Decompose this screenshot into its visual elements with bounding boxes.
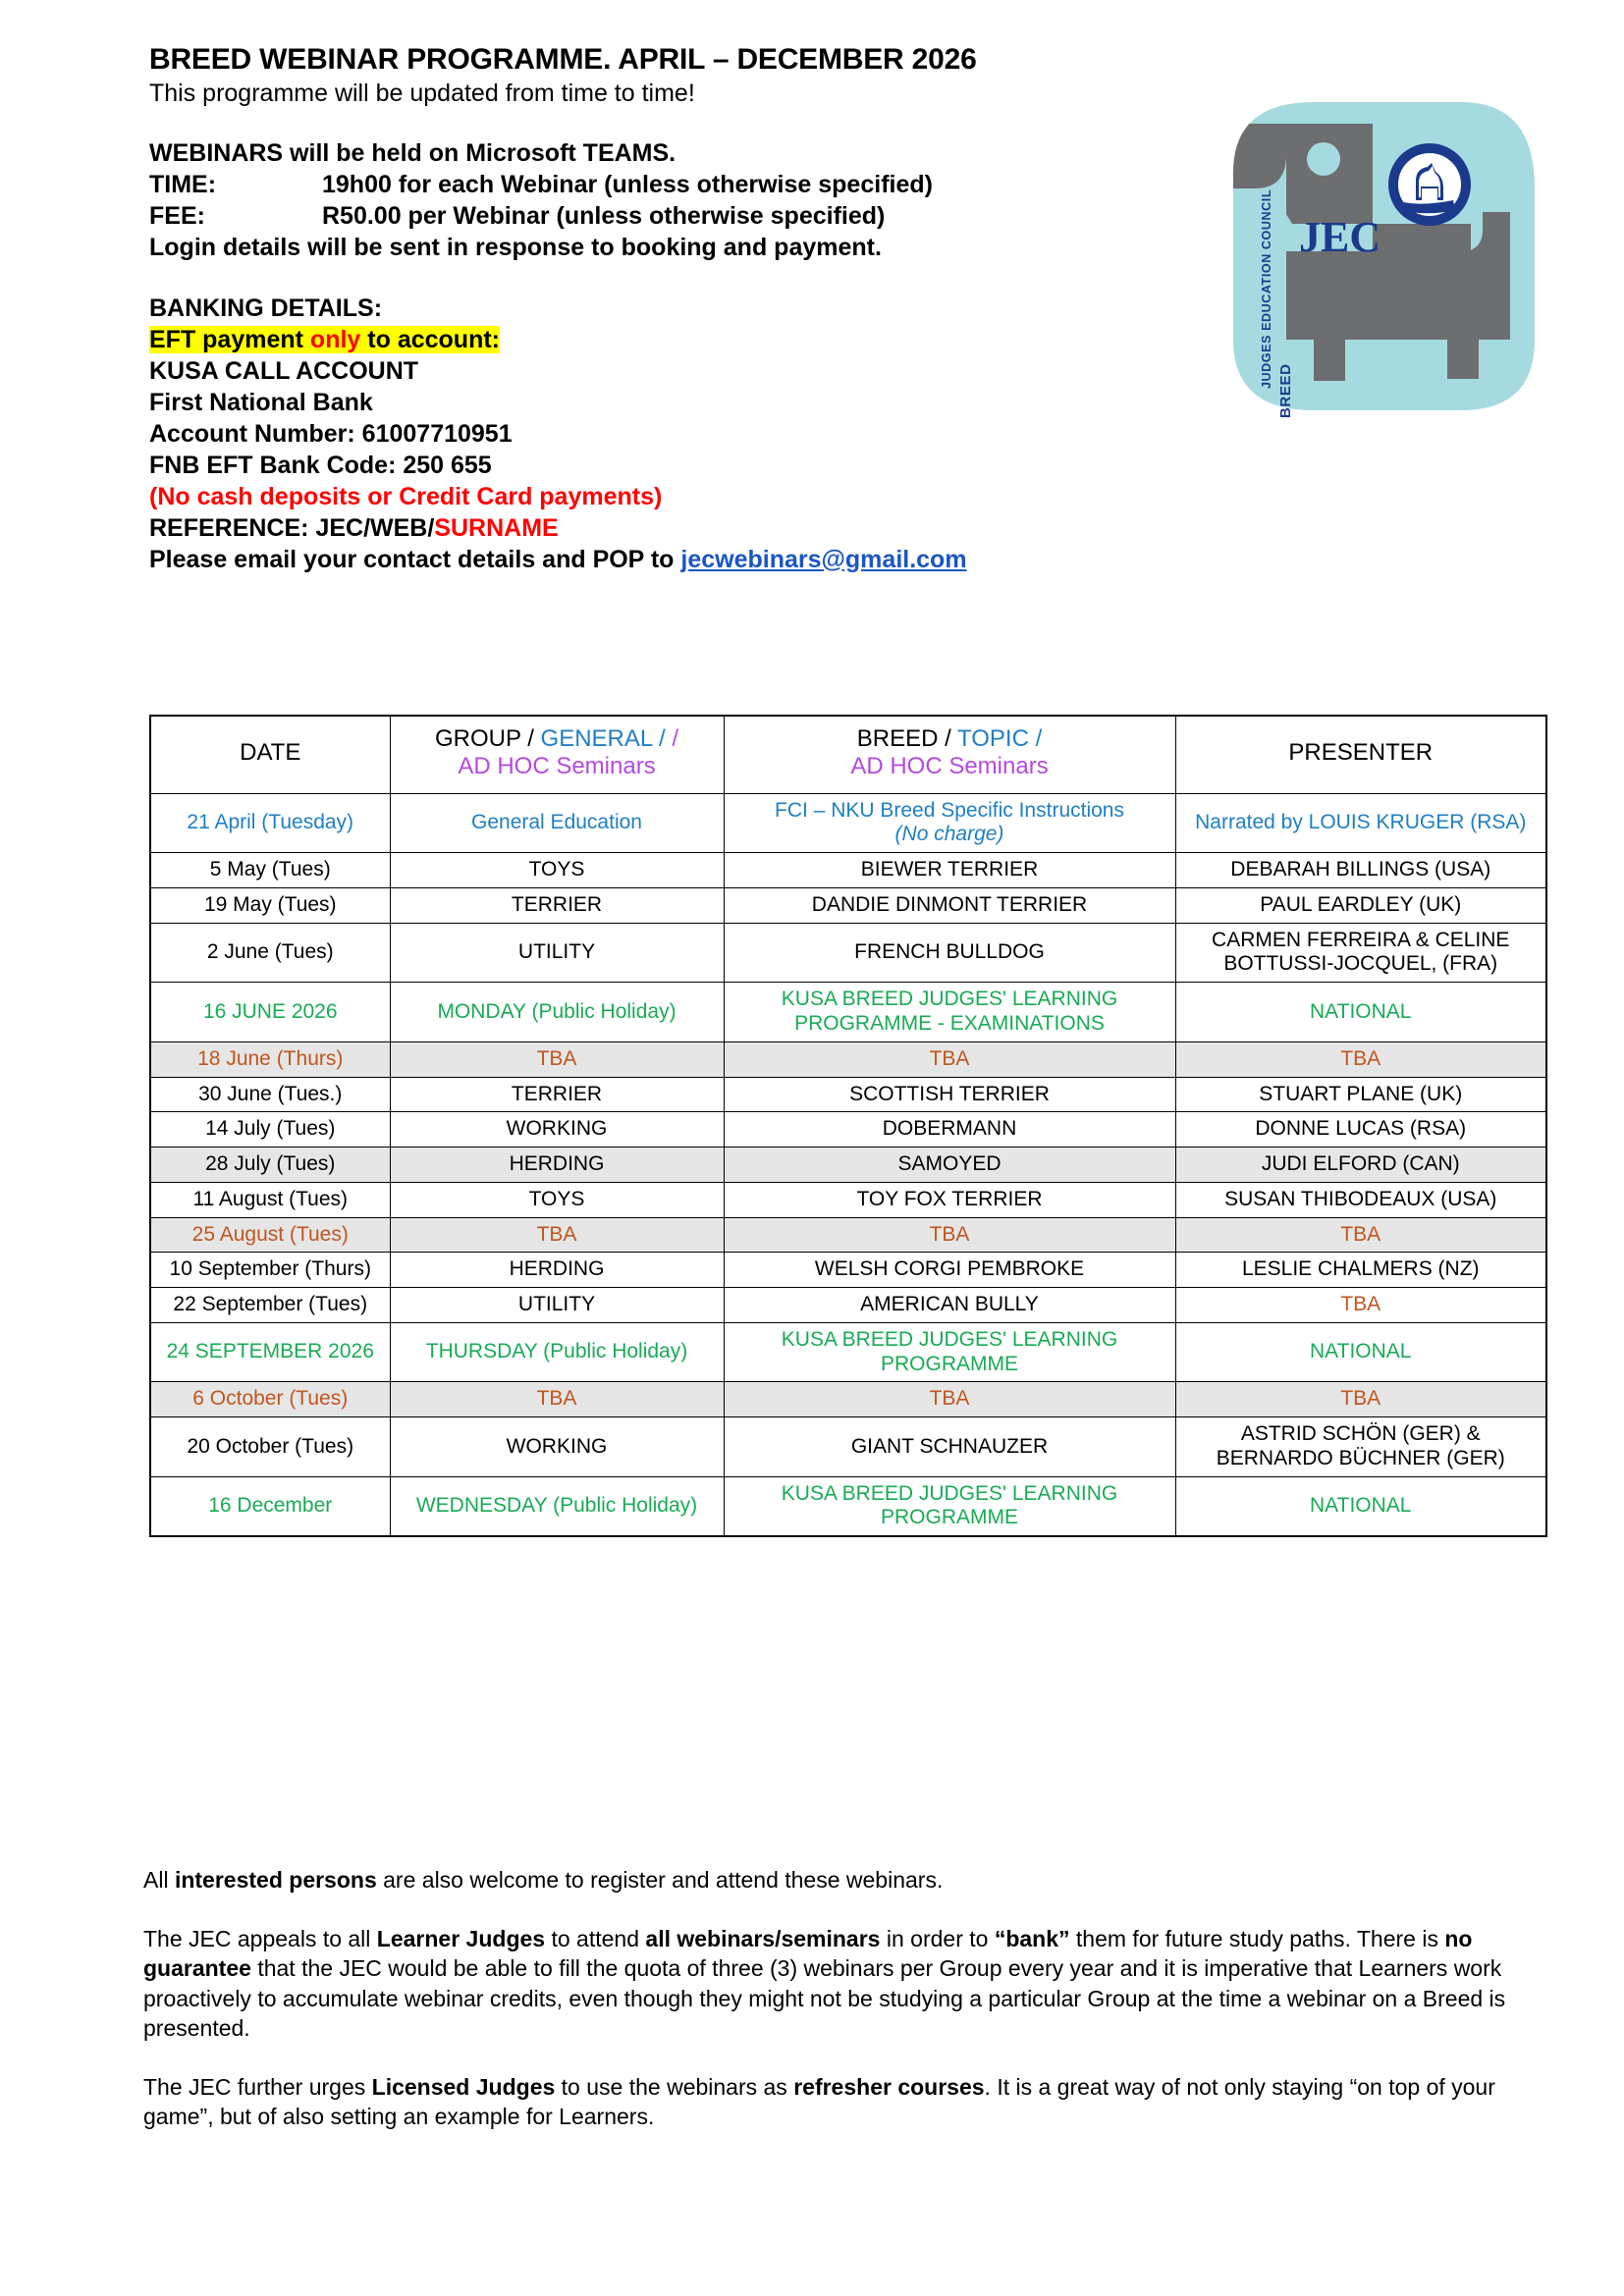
cell-group: MONDAY (Public Holiday) xyxy=(390,983,724,1042)
table-row xyxy=(150,1288,1546,1323)
cell-date: 24 SEPTEMBER 2026 xyxy=(150,1322,390,1382)
cell-breed: SCOTTISH TERRIER xyxy=(724,1077,1175,1112)
cell-subtext: (No charge) xyxy=(894,823,1004,846)
cell-group: WEDNESDAY (Public Holiday) xyxy=(390,1476,724,1536)
table-row xyxy=(150,1077,1546,1112)
cell-breed: DANDIE DINMONT TERRIER xyxy=(724,887,1175,923)
table-row xyxy=(150,1476,1546,1536)
cell-presenter: NATIONAL xyxy=(1175,983,1546,1042)
email-link[interactable]: jecwebinars@gmail.com xyxy=(680,545,967,573)
column-header-breed xyxy=(724,716,1175,793)
footer-paragraph-1 xyxy=(143,1865,1518,1896)
cell-group: WORKING xyxy=(390,1417,724,1477)
table-row xyxy=(150,1417,1546,1477)
platform-line: WEBINARS will be held on Microsoft TEAMS. xyxy=(149,138,677,167)
cell-breed: GIANT SCHNAUZER xyxy=(724,1417,1175,1477)
cell-group: TBA xyxy=(390,1382,724,1417)
cell-breed: KUSA BREED JUDGES' LEARNING PROGRAMME xyxy=(724,1476,1175,1536)
cell-presenter: SUSAN THIBODEAUX (USA) xyxy=(1175,1182,1546,1217)
cell-presenter: TBA xyxy=(1175,1382,1546,1417)
cell-group: WORKING xyxy=(390,1112,724,1148)
fp2e: in order to xyxy=(880,1925,995,1951)
cell-date: 11 August (Tues) xyxy=(150,1182,390,1217)
bank-name: First National Bank xyxy=(149,388,373,416)
schedule-table xyxy=(149,715,1547,1537)
cell-date: 16 December xyxy=(150,1476,390,1536)
column-header-group xyxy=(390,716,724,793)
cell-presenter: ASTRID SCHÖN (GER) & BERNARDO BÜCHNER (GER) xyxy=(1175,1417,1546,1477)
time-value: 19h00 for each Webinar (unless otherwise specified) xyxy=(322,170,933,198)
cell-presenter: Narrated by LOUIS KRUGER (RSA) xyxy=(1175,793,1546,853)
cell-presenter: STUART PLANE (UK) xyxy=(1175,1077,1546,1112)
fp3e: . It is a great way of not only staying “on top of your game”, but of also setting an example for Learners. xyxy=(143,2073,1495,2130)
jec-logo xyxy=(1216,94,1540,418)
cell-date: 22 September (Tues) xyxy=(150,1288,390,1323)
cell-group: TERRIER xyxy=(390,887,724,923)
cell-group: UTILITY xyxy=(390,1288,724,1323)
cell-breed: FCI – NKU Breed Specific Instructions (No charge) xyxy=(724,793,1175,853)
table-row xyxy=(150,1041,1546,1077)
banking-heading: BANKING DETAILS: xyxy=(149,294,383,322)
table-row xyxy=(150,983,1546,1042)
fp3a: The JEC further urges xyxy=(143,2073,372,2100)
cell-date: 5 May (Tues) xyxy=(150,853,390,888)
cell-breed: SAMOYED xyxy=(724,1148,1175,1183)
fp3b: Licensed Judges xyxy=(371,2073,556,2100)
cell-group: TOYS xyxy=(390,853,724,888)
eft-highlight xyxy=(149,326,500,353)
fee-label: FEE: xyxy=(149,201,205,230)
header-presenter-label: PRESENTER xyxy=(1288,739,1434,767)
fp2c: to attend xyxy=(545,1925,646,1951)
header-breed-line1 xyxy=(729,725,1171,753)
cell-date: 30 June (Tues.) xyxy=(150,1077,390,1112)
cell-breed: AMERICAN BULLY xyxy=(724,1288,1175,1323)
table-row xyxy=(150,1253,1546,1288)
reference-prefix: REFERENCE: JEC/WEB/ xyxy=(149,513,435,542)
table-row xyxy=(150,1182,1546,1217)
table-row xyxy=(150,1148,1546,1183)
cell-presenter: DONNE LUCAS (RSA) xyxy=(1175,1112,1546,1148)
cell-breed: BIEWER TERRIER xyxy=(724,853,1175,888)
cell-group: THURSDAY (Public Holiday) xyxy=(390,1322,724,1382)
eft-only: only xyxy=(309,325,361,353)
cell-date: 2 June (Tues) xyxy=(150,923,390,983)
cell-breed: TBA xyxy=(724,1382,1175,1417)
email-line xyxy=(149,544,1624,575)
fp2g: them for future study paths. There is xyxy=(1069,1925,1445,1951)
header-group-line1: GROUP / GENERAL / / xyxy=(434,725,679,752)
cell-breed: WELSH CORGI PEMBROKE xyxy=(724,1253,1175,1288)
cell-group: UTILITY xyxy=(390,923,724,983)
time-label: TIME: xyxy=(149,170,217,198)
logo-vertical-breed: BREED xyxy=(1277,363,1294,418)
table-header xyxy=(150,716,1546,793)
cell-presenter: TBA xyxy=(1175,1217,1546,1253)
cell-presenter: NATIONAL xyxy=(1175,1476,1546,1536)
page-subtitle: This programme will be updated from time to time! xyxy=(149,79,695,107)
fp1c: are also welcome to register and attend these webinars. xyxy=(376,1867,944,1893)
fp3c: to use the webinars as xyxy=(555,2073,794,2100)
cell-breed: KUSA BREED JUDGES' LEARNING PROGRAMME xyxy=(724,1322,1175,1382)
logo-vertical-council: JUDGES EDUCATION COUNCIL xyxy=(1260,188,1273,389)
fp2h: no guarantee xyxy=(143,1925,1473,1982)
header-group-black: GROUP / xyxy=(434,725,541,752)
cell-presenter: LESLIE CHALMERS (NZ) xyxy=(1175,1253,1546,1288)
fp2i: that the JEC would be able to fill the quota of three (3) webinars per Group every year and it is imperative that Learners work proactively to accumulate webinar credits, even though they might not be studying a particular Group at the time a webinar on a Breed is presented. xyxy=(143,1955,1506,2042)
header-breed-blue: TOPIC / xyxy=(957,725,1043,752)
bank-code: FNB EFT Bank Code: 250 655 xyxy=(149,451,492,479)
cell-breed: TBA xyxy=(724,1041,1175,1077)
column-header-presenter xyxy=(1175,716,1546,793)
jec-logo-svg xyxy=(1216,94,1540,418)
cell-group: TOYS xyxy=(390,1182,724,1217)
cell-presenter: TBA xyxy=(1175,1041,1546,1077)
cell-breed: FRENCH BULLDOG xyxy=(724,923,1175,983)
eft-text-1: EFT payment xyxy=(149,325,310,353)
header-breed-black: BREED / xyxy=(856,725,957,752)
fp3d: refresher courses xyxy=(793,2073,985,2100)
cell-date: 14 July (Tues) xyxy=(150,1112,390,1148)
footer-paragraph-3 xyxy=(143,2072,1518,2132)
page-title: BREED WEBINAR PROGRAMME. APRIL – DECEMBER 2026 xyxy=(149,43,977,76)
cell-presenter: CARMEN FERREIRA & CELINE BOTTUSSI-JOCQUEL, (FRA) xyxy=(1175,923,1546,983)
cell-date: 18 June (Thurs) xyxy=(150,1041,390,1077)
cell-breed: TOY FOX TERRIER xyxy=(724,1182,1175,1217)
header-date-label: DATE xyxy=(240,739,301,767)
cell-date: 28 July (Tues) xyxy=(150,1148,390,1183)
login-line: Login details will be sent in response to booking and payment. xyxy=(149,233,882,261)
cell-breed: KUSA BREED JUDGES' LEARNING PROGRAMME - EXAMINATIONS xyxy=(724,983,1175,1042)
header-breed-adhoc: AD HOC Seminars xyxy=(850,753,1049,780)
table-row xyxy=(150,1382,1546,1417)
cell-group: TERRIER xyxy=(390,1077,724,1112)
table-header-row xyxy=(150,716,1546,793)
cell-date: 25 August (Tues) xyxy=(150,1217,390,1253)
cell-group: TBA xyxy=(390,1217,724,1253)
cell-date: 21 April (Tuesday) xyxy=(150,793,390,853)
column-header-date xyxy=(150,716,390,793)
cell-date: 20 October (Tues) xyxy=(150,1417,390,1477)
fp1a: All xyxy=(143,1867,175,1893)
cell-presenter: PAUL EARDLEY (UK) xyxy=(1175,887,1546,923)
schedule-table-wrapper xyxy=(149,715,1545,1537)
fee-value: R50.00 per Webinar (unless otherwise specified) xyxy=(322,201,886,230)
eft-text-2: to account: xyxy=(360,325,500,353)
table-body xyxy=(150,793,1546,1536)
cell-presenter: NATIONAL xyxy=(1175,1322,1546,1382)
cell-date: 10 September (Thurs) xyxy=(150,1253,390,1288)
fp2f: “bank” xyxy=(994,1925,1070,1951)
header-group-adhoc: AD HOC Seminars xyxy=(458,753,656,780)
logo-acronym: JEC xyxy=(1299,213,1381,261)
table-row xyxy=(150,1112,1546,1148)
cell-breed: DOBERMANN xyxy=(724,1112,1175,1148)
kusa-seal-icon xyxy=(1388,143,1471,226)
cell-presenter: JUDI ELFORD (CAN) xyxy=(1175,1148,1546,1183)
cell-presenter: DEBARAH BILLINGS (USA) xyxy=(1175,853,1546,888)
table-row xyxy=(150,923,1546,983)
account-number: Account Number: 61007710951 xyxy=(149,419,513,448)
table-row xyxy=(150,1217,1546,1253)
table-row xyxy=(150,887,1546,923)
email-prefix: Please email your contact details and POP to xyxy=(149,545,681,573)
footer-notes xyxy=(143,1865,1518,2161)
table-row xyxy=(150,793,1546,853)
cell-date: 19 May (Tues) xyxy=(150,887,390,923)
cell-date: 16 JUNE 2026 xyxy=(150,983,390,1042)
fp2d: all webinars/seminars xyxy=(645,1925,881,1951)
cell-group: TBA xyxy=(390,1041,724,1077)
header-group-blue: GENERAL / xyxy=(540,725,666,752)
reference-line xyxy=(149,512,1624,544)
fp2a: The JEC appeals to all xyxy=(143,1925,377,1951)
cell-presenter: TBA xyxy=(1175,1288,1546,1323)
cell-breed: TBA xyxy=(724,1217,1175,1253)
table-row xyxy=(150,853,1546,888)
table-row xyxy=(150,1322,1546,1382)
cell-date: 6 October (Tues) xyxy=(150,1382,390,1417)
no-cash-notice: (No cash deposits or Credit Card payments) xyxy=(149,482,663,510)
cell-group: HERDING xyxy=(390,1148,724,1183)
account-name: KUSA CALL ACCOUNT xyxy=(149,356,419,385)
fp1b: interested persons xyxy=(174,1867,377,1893)
footer-paragraph-2 xyxy=(143,1924,1518,2044)
cell-group: General Education xyxy=(390,793,724,853)
reference-surname: SURNAME xyxy=(434,513,559,542)
cell-group: HERDING xyxy=(390,1253,724,1288)
fp2b: Learner Judges xyxy=(376,1925,546,1951)
